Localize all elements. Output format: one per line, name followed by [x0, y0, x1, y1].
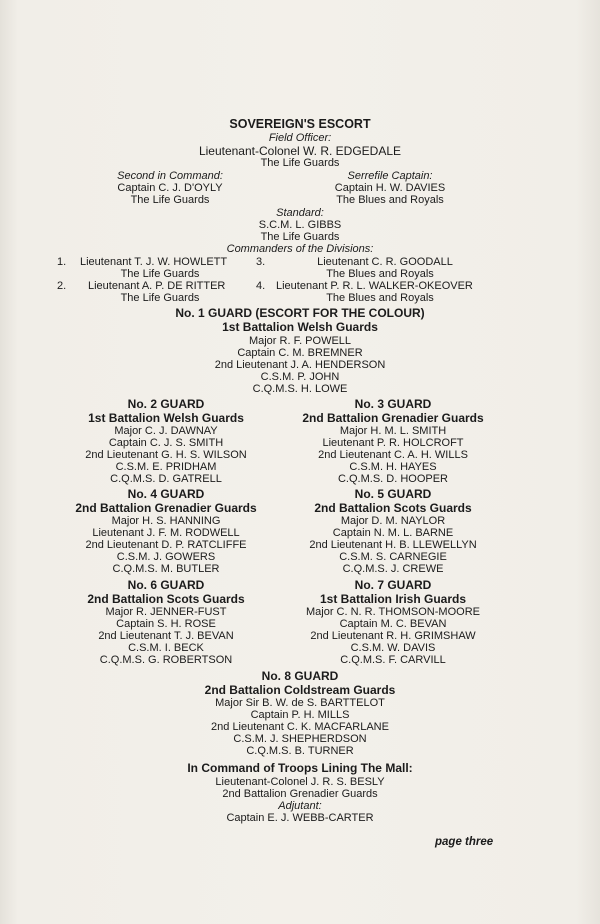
- mall-command-title: In Command of Troops Lining The Mall:: [187, 761, 413, 775]
- guard-4-line: Lieutenant J. F. M. RODWELL: [92, 527, 240, 539]
- guard-6-unit: 2nd Battalion Scots Guards: [87, 592, 245, 606]
- field-officer-name: Lieutenant-Colonel W. R. EDGEDALE: [198, 144, 402, 158]
- guard-7-line: Captain M. C. BEVAN: [339, 618, 447, 630]
- guard-2-unit: 1st Battalion Welsh Guards: [88, 411, 244, 425]
- guard-4-title: No. 4 GUARD: [127, 487, 205, 501]
- guard-3-line: 2nd Lieutenant C. A. H. WILLS: [318, 449, 468, 461]
- guard-2-line: Captain C. J. S. SMITH: [108, 437, 224, 449]
- guard-5-title: No. 5 GUARD: [354, 487, 432, 501]
- guard-8-line: Captain P. H. MILLS: [250, 709, 350, 721]
- guard-5-line: Captain N. M. L. BARNE: [332, 527, 454, 539]
- second-in-command-label: Second in Command:: [117, 170, 223, 182]
- guard-3-line: Major H. M. L. SMITH: [339, 425, 447, 437]
- guard-1-line: C.Q.M.S. H. LOWE: [252, 383, 348, 395]
- guard-4-line: Major H. S. HANNING: [111, 515, 221, 527]
- guard-5-unit: 2nd Battalion Scots Guards: [314, 501, 472, 515]
- guard-1-line: Major R. F. POWELL: [248, 335, 352, 347]
- division-number: 4.: [256, 280, 266, 292]
- serrefile-captain-name: Captain H. W. DAVIES: [334, 182, 446, 194]
- guard-3-line: C.S.M. H. HAYES: [349, 461, 437, 473]
- guard-8-line: 2nd Lieutenant C. K. MACFARLANE: [211, 721, 389, 733]
- guard-2-title: No. 2 GUARD: [127, 397, 205, 411]
- guard-6-line: C.Q.M.S. G. ROBERTSON: [99, 654, 233, 666]
- division-number: 2.: [57, 280, 67, 292]
- guard-2-line: 2nd Lieutenant G. H. S. WILSON: [85, 449, 247, 461]
- guard-6-title: No. 6 GUARD: [127, 578, 205, 592]
- division-number: 3.: [256, 256, 266, 268]
- division-commander-name: Lieutenant A. P. DE RITTER: [88, 280, 226, 292]
- division-commander-name: Lieutenant T. J. W. HOWLETT: [80, 256, 228, 268]
- guard-6-line: 2nd Lieutenant T. J. BEVAN: [98, 630, 234, 642]
- guard-4-line: C.S.M. J. GOWERS: [116, 551, 216, 563]
- standard-label: Standard:: [276, 207, 324, 219]
- guard-3-line: Lieutenant P. R. HOLCROFT: [322, 437, 464, 449]
- guard-7-title: No. 7 GUARD: [354, 578, 432, 592]
- division-commander-unit: The Life Guards: [120, 292, 200, 304]
- guard-6-line: C.S.M. I. BECK: [128, 642, 204, 654]
- guard-1-line: 2nd Lieutenant J. A. HENDERSON: [214, 359, 386, 371]
- guard-3-unit: 2nd Battalion Grenadier Guards: [302, 411, 484, 425]
- commanders-label: Commanders of the Divisions:: [226, 243, 374, 255]
- guard-7-line: 2nd Lieutenant R. H. GRIMSHAW: [310, 630, 476, 642]
- guard-4-unit: 2nd Battalion Grenadier Guards: [75, 501, 257, 515]
- guard-5-line: Major D. M. NAYLOR: [340, 515, 446, 527]
- mall-commander-name: Lieutenant-Colonel J. R. S. BESLY: [215, 776, 385, 788]
- guard-1-title: No. 1 GUARD (ESCORT FOR THE COLOUR): [175, 306, 425, 320]
- guard-8-unit: 2nd Battalion Coldstream Guards: [204, 683, 396, 697]
- guard-8-line: Major Sir B. W. de S. BARTTELOT: [215, 697, 385, 709]
- division-commander-unit: The Life Guards: [120, 268, 200, 280]
- escort-title: SOVEREIGN'S ESCORT: [229, 117, 371, 131]
- guard-5-line: C.Q.M.S. J. CREWE: [342, 563, 444, 575]
- guard-7-line: C.S.M. W. DAVIS: [350, 642, 436, 654]
- mall-commander-unit: 2nd Battalion Grenadier Guards: [222, 788, 378, 800]
- guard-2-line: C.Q.M.S. D. GATRELL: [110, 473, 222, 485]
- standard-unit: The Life Guards: [260, 231, 340, 243]
- guard-5-line: C.S.M. S. CARNEGIE: [339, 551, 447, 563]
- guard-7-line: Major C. N. R. THOMSON-MOORE: [306, 606, 480, 618]
- second-in-command-name: Captain C. J. D'OYLY: [117, 182, 223, 194]
- guard-5-line: 2nd Lieutenant H. B. LLEWELLYN: [309, 539, 477, 551]
- guard-7-unit: 1st Battalion Irish Guards: [319, 592, 467, 606]
- serrefile-captain-label: Serrefile Captain:: [347, 170, 433, 182]
- guard-4-line: 2nd Lieutenant D. P. RATCLIFFE: [85, 539, 247, 551]
- division-commander-name: Lieutenant C. R. GOODALL: [317, 256, 453, 268]
- standard-name: S.C.M. L. GIBBS: [258, 219, 342, 231]
- second-in-command-unit: The Life Guards: [130, 194, 210, 206]
- guard-1-line: C.S.M. P. JOHN: [260, 371, 340, 383]
- guard-8-line: C.Q.M.S. B. TURNER: [246, 745, 354, 757]
- guard-3-line: C.Q.M.S. D. HOOPER: [337, 473, 448, 485]
- guard-1-line: Captain C. M. BREMNER: [237, 347, 363, 359]
- guard-2-line: Major C. J. DAWNAY: [114, 425, 218, 437]
- guard-4-line: C.Q.M.S. M. BUTLER: [112, 563, 220, 575]
- guard-7-line: C.Q.M.S. F. CARVILL: [340, 654, 446, 666]
- division-commander-name: Lieutenant P. R. L. WALKER-OKEOVER: [276, 280, 473, 292]
- guard-2-line: C.S.M. E. PRIDHAM: [115, 461, 217, 473]
- guard-6-line: Major R. JENNER-FUST: [105, 606, 227, 618]
- adjutant-name: Captain E. J. WEBB-CARTER: [226, 812, 374, 824]
- guard-3-title: No. 3 GUARD: [354, 397, 432, 411]
- division-number: 1.: [57, 256, 67, 268]
- page-number: page three: [435, 836, 494, 848]
- adjutant-label: Adjutant:: [278, 800, 322, 812]
- field-officer-unit: The Life Guards: [260, 157, 340, 169]
- serrefile-captain-unit: The Blues and Royals: [336, 194, 444, 206]
- guard-8-line: C.S.M. J. SHEPHERDSON: [233, 733, 367, 745]
- field-officer-label: Field Officer:: [268, 132, 332, 144]
- division-commander-unit: The Blues and Royals: [326, 268, 434, 280]
- guard-1-unit: 1st Battalion Welsh Guards: [222, 320, 378, 334]
- guard-6-line: Captain S. H. ROSE: [116, 618, 216, 630]
- division-commander-unit: The Blues and Royals: [326, 292, 434, 304]
- guard-8-title: No. 8 GUARD: [261, 669, 339, 683]
